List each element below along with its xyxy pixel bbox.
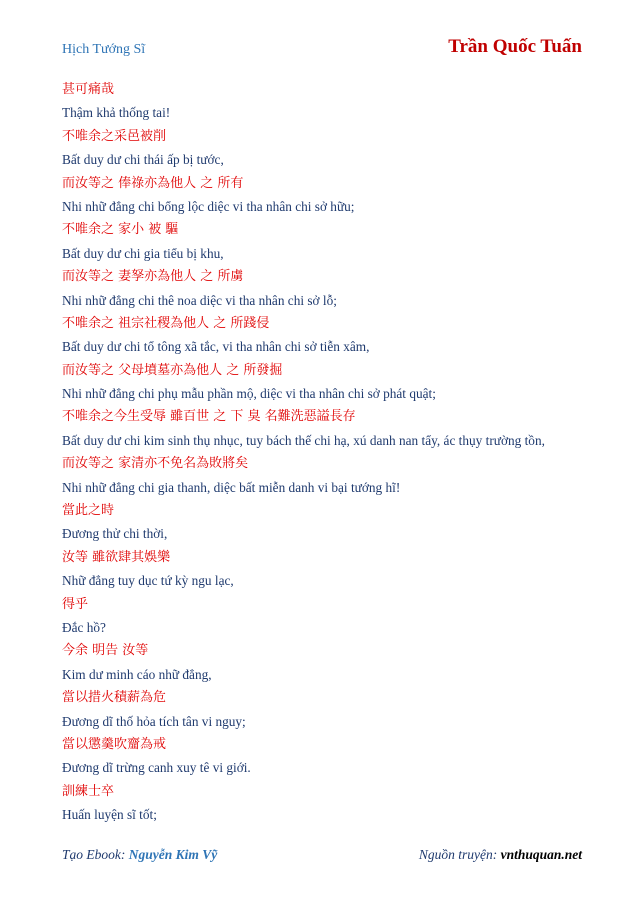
ebook-creator-name: Nguyễn Kim Vỹ <box>128 847 218 862</box>
ebook-credit-label: Tạo Ebook: <box>62 847 129 862</box>
han-text-line: 不唯余之采邑被削 <box>62 128 167 144</box>
page-header <box>62 36 582 62</box>
han-text-line: 不唯余之今生受辱 雖百世 之 下 臭 名難洗惡謚長存 <box>62 409 356 425</box>
han-text-line: 而汝等之 妻孥亦為他人 之 所虜 <box>62 269 244 285</box>
han-text-line: 得乎 <box>62 596 89 612</box>
han-text-line: 當以措火積薪為危 <box>62 690 167 706</box>
vietnamese-text-line: Thậm khả thống tai! <box>62 105 171 121</box>
vietnamese-text-line: Nhi nhữ đẳng chi thê noa diệc vi tha nhân chi sở lỗ; <box>62 292 337 308</box>
han-text-line: 當此之時 <box>62 503 115 519</box>
han-text-line: 而汝等之 父母墳墓亦為他人 之 所發掘 <box>62 362 283 378</box>
vietnamese-text-line: Bất duy dư chi gia tiểu bị khu, <box>62 245 224 261</box>
han-text-line: 不唯余之 祖宗社稷為他人 之 所踐侵 <box>62 315 270 331</box>
vietnamese-text-line: Đắc hồ? <box>62 619 106 635</box>
vietnamese-text-line: Đương thử chi thời, <box>62 526 168 542</box>
document-title: Hịch Tướng Sĩ <box>62 42 146 57</box>
han-text-line: 而汝等之 家清亦不免名為敗將矣 <box>62 456 249 472</box>
han-text-line: 當以懲羹吹齏為戒 <box>62 736 167 752</box>
vietnamese-text-line: Bất duy dư chi tổ tông xã tắc, vi tha nhân chi sở tiễn xâm, <box>62 339 370 355</box>
vietnamese-text-line: Kim dư minh cáo nhữ đẳng, <box>62 666 212 682</box>
vietnamese-text-line: Nhữ đẳng tuy dục tứ kỳ ngu lạc, <box>62 573 234 589</box>
han-text-line: 汝等 雖欲肆其娛樂 <box>62 549 171 565</box>
han-text-line: 甚可痛哉 <box>62 82 115 97</box>
vietnamese-text-line: Nhi nhữ đẳng chi bổng lộc diệc vi tha nhân chi sở hữu; <box>62 198 355 214</box>
ebook-credit <box>62 847 217 863</box>
vietnamese-text-line: Đương dĩ thố hỏa tích tân vi nguy; <box>62 713 246 729</box>
han-text-line: 今余 明告 汝等 <box>62 643 149 659</box>
han-text-line: 不唯余之 家小 被 驅 <box>62 222 179 238</box>
vietnamese-text-line: Đương dĩ trừng canh xuy tê vi giới. <box>62 760 251 776</box>
vietnamese-text-line: Bất duy dư chi kim sinh thụ nhục, tuy bách thế chi hạ, xú danh nan tẩy, ác thụy trường tồn, <box>62 432 545 448</box>
source-site: vnthuquan.net <box>500 847 582 862</box>
vietnamese-text-line: Huấn luyện sĩ tốt; <box>62 807 157 823</box>
document-author: Trần Quốc Tuấn <box>448 36 582 57</box>
source-credit <box>419 847 582 863</box>
vietnamese-text-line: Nhi nhữ đẳng chi phụ mẫu phần mộ, diệc vi tha nhân chi sở phát quật; <box>62 386 436 402</box>
page-footer <box>62 847 582 867</box>
vietnamese-text-line: Bất duy dư chi thái ấp bị tước, <box>62 152 224 168</box>
han-text-line: 訓練士卒 <box>62 783 115 799</box>
han-text-line: 而汝等之 俸祿亦為他人 之 所有 <box>62 175 244 191</box>
vietnamese-text-line: Nhi nhữ đẳng chi gia thanh, diệc bất miễn danh vi bại tướng hĩ! <box>62 479 401 495</box>
document-body <box>62 78 592 827</box>
source-credit-label: Nguồn truyện: <box>418 847 501 862</box>
